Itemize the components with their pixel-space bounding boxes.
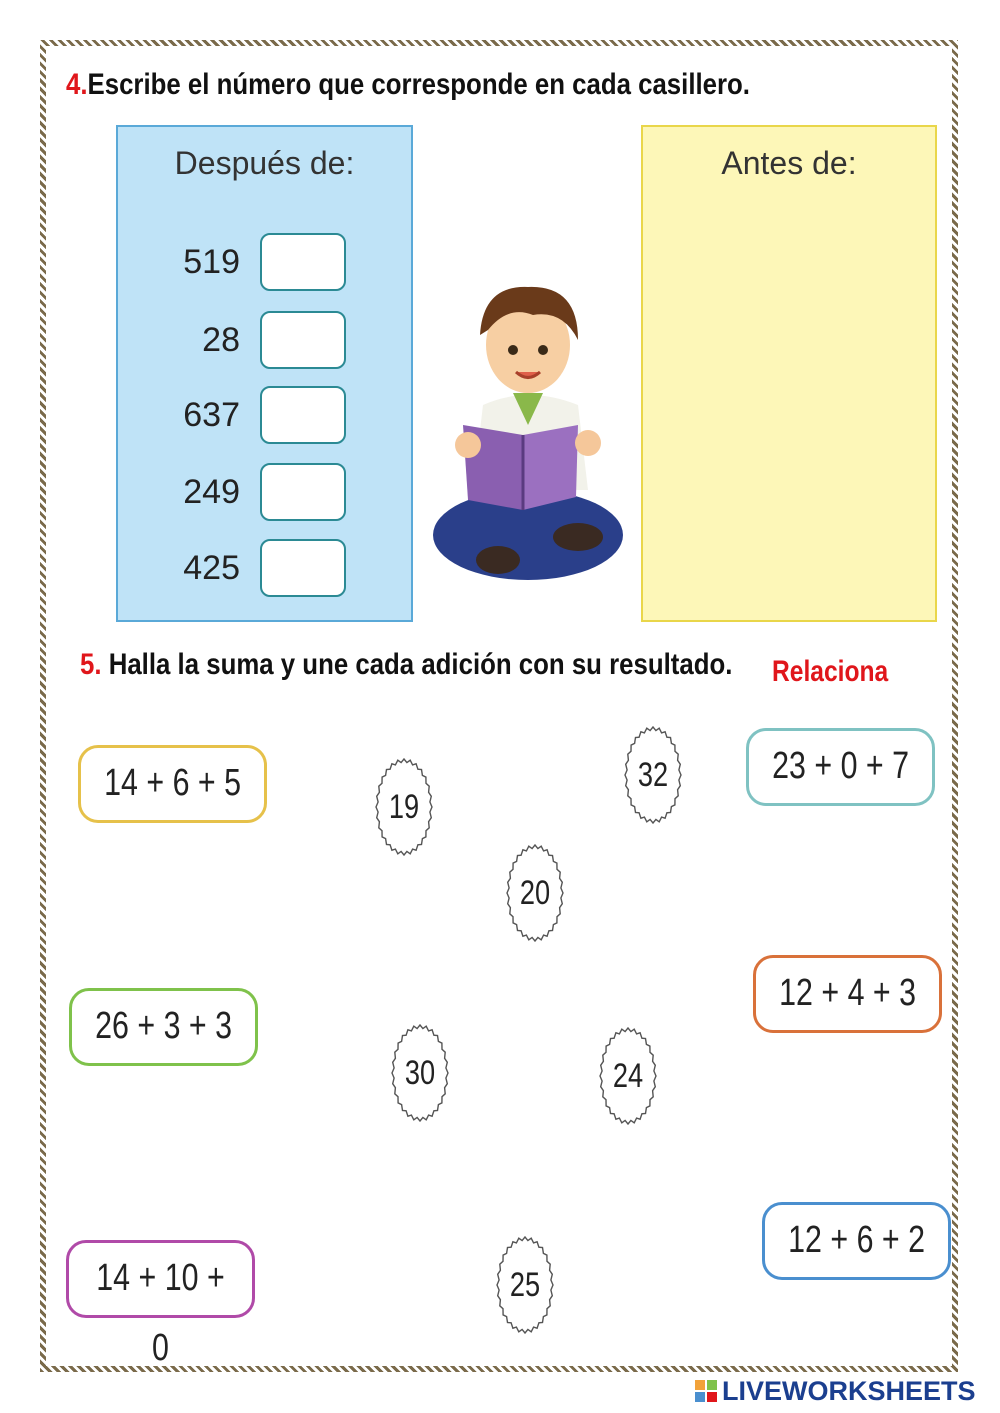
result-value: 25: [509, 1266, 541, 1304]
sum-box-left-1[interactable]: [78, 745, 267, 823]
after-panel-header: Después de:: [174, 145, 355, 181]
before-panel-header: Antes de:: [721, 145, 857, 181]
footer-brand: LIVEWORKSHEETS: [722, 1376, 976, 1406]
sum-box-right-2[interactable]: [753, 955, 942, 1033]
after-number: 28: [202, 321, 240, 359]
sum-text: 26 + 3 + 3: [95, 1005, 232, 1047]
result-badge[interactable]: [390, 1023, 450, 1123]
after-answer-box[interactable]: [260, 311, 346, 369]
exercise-4-number: 4.: [66, 68, 88, 101]
sum-box-left-3[interactable]: [66, 1240, 255, 1369]
sum-box-right-3[interactable]: [762, 1202, 951, 1280]
result-badge[interactable]: [495, 1235, 555, 1335]
result-badge[interactable]: [623, 725, 683, 825]
sum-text: 23 + 0 + 7: [772, 745, 909, 787]
after-answer-box[interactable]: [260, 463, 346, 521]
sum-box-left-2[interactable]: [69, 988, 258, 1066]
sum-text: 14 + 10 + 0: [96, 1257, 225, 1369]
sum-box-right-1[interactable]: [746, 728, 935, 806]
liveworksheets-logo-icon: [695, 1380, 717, 1402]
relaciona-instruction: Relaciona: [772, 655, 889, 688]
boy-reading-illustration: [428, 275, 628, 595]
after-number: 637: [183, 396, 240, 434]
exercise-5-title: [80, 648, 732, 682]
before-panel: [641, 125, 937, 622]
exercise-5-text: Halla la suma y une cada adición con su resultado.: [108, 648, 733, 681]
result-badge[interactable]: [598, 1026, 658, 1126]
after-answer-box[interactable]: [260, 386, 346, 444]
sum-text: 12 + 4 + 3: [779, 972, 916, 1014]
after-answer-box[interactable]: [260, 233, 346, 291]
sum-text: 14 + 6 + 5: [104, 762, 241, 804]
after-number: 519: [183, 243, 240, 281]
exercise-4-text: Escribe el número que corresponde en cada casillero.: [87, 68, 750, 101]
result-value: 20: [519, 874, 551, 912]
result-value: 24: [612, 1057, 644, 1095]
after-number: 249: [183, 473, 240, 511]
result-value: 30: [404, 1054, 436, 1092]
exercise-5-number: 5.: [80, 648, 102, 681]
result-badge[interactable]: [505, 843, 565, 943]
result-badge[interactable]: [374, 757, 434, 857]
result-value: 32: [637, 756, 669, 794]
after-answer-box[interactable]: [260, 539, 346, 597]
result-value: 19: [388, 788, 420, 826]
sum-text: 12 + 6 + 2: [788, 1219, 925, 1261]
after-number: 425: [183, 549, 240, 587]
exercise-4-title: [66, 68, 750, 102]
